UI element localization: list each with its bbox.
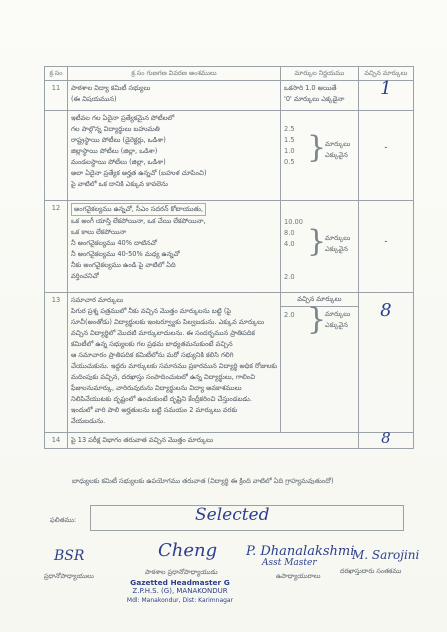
row-line: ఇటీవల గల ఏదైనా ప్రత్యేకమైన పోటీలలో	[70, 114, 175, 122]
result-label: ఫలితము:	[50, 516, 77, 524]
row-line: నీ అంగవైకల్యము 40% దాటినచో	[70, 239, 157, 247]
header-criteria: క్ర.సం గుణగణ వివరణ అంశములు	[67, 67, 280, 81]
row-line: రాష్ట్రస్థాయి పోటీలు (డైరెక్టర్లు, ఒడిశా)	[70, 136, 166, 144]
row-line: నిలిపివేయుటకు దృష్టంలో ఉంచుకుంటే దృష్టిని కేంద్రీకరించి చేస్తుండబడు.	[70, 395, 252, 403]
row-line: వేయబడును.	[70, 417, 106, 425]
row-description	[67, 293, 280, 433]
row-line: పిగుర ప్రశ్న పత్రములో నీకు వచ్చిన మొత్తం మార్కులను బట్టి (పై	[70, 307, 232, 315]
signature-4-caption: దరఖాస్తుదారు సంతకము	[340, 567, 402, 575]
scale-value: 2.0	[284, 273, 295, 281]
header-awarded: వచ్చిన మార్కులు	[358, 67, 413, 81]
signature-4: M. Sarojini	[352, 548, 420, 562]
scale-value	[284, 261, 355, 272]
row-line: పై వాటిలో ఒక దానికి ఎక్కువ కావలెను	[70, 180, 168, 188]
row-description	[67, 201, 280, 293]
row-line: వచ్చిన విద్యార్థిలో మొదటి మార్కులాదులను. ఈ సందర్భమున ప్రాతిపదిక	[70, 329, 255, 337]
brace-label-line: ఎక్కువైన	[325, 321, 348, 329]
table-row	[45, 111, 414, 201]
scale-value: 2.0	[284, 311, 295, 319]
signature-2-caption: పాఠశాల ప్రధానోపాధ్యాయుడు	[145, 568, 218, 576]
row-line: మదింపుకు వచ్చిన, దరఖాస్తు సంపాదించుటలో ఉన్న విద్యార్థులు, గాలించి	[70, 373, 256, 381]
row-sno: 12	[45, 201, 68, 293]
row-criteria	[281, 293, 359, 433]
brace-label	[325, 139, 350, 161]
brace-label-line: మార్కులు	[325, 234, 351, 242]
signature-3-caption: ఉపాధ్యాయురాలు	[276, 572, 321, 580]
brace-label-line: మార్కులు	[325, 310, 351, 318]
evaluation-table	[44, 66, 414, 449]
table-header-row	[45, 67, 414, 81]
stamp-line: Gazetted Headmaster G	[130, 578, 230, 587]
brace-label	[325, 233, 350, 255]
row-line: నీ అంగవైకల్యము 40-50% మధ్య ఉన్నచో	[70, 250, 180, 258]
brace-label-line: మార్కులు	[325, 140, 351, 148]
scale-value: 1.0	[284, 147, 295, 155]
awarded-marks: 1	[358, 81, 413, 111]
brace-icon: }	[307, 130, 327, 165]
row-sno: 11	[45, 81, 68, 111]
signature-1: BSR	[54, 548, 85, 564]
awarded-marks: -	[358, 201, 413, 293]
result-value: Selected	[195, 505, 270, 525]
row-criteria	[281, 111, 359, 201]
row-line: ఫీజులనుమార్కు, వారిరువురును విద్యార్థులను విద్యా అవకాశములు	[70, 384, 242, 392]
scale-value: 2.5	[284, 125, 295, 133]
row-line: ఇందులో వారి పాలి అర్హతులను బట్టి సమయం 2 మార్కులు వరకు	[70, 406, 238, 414]
row-description	[67, 81, 280, 111]
row-line: జిల్లాస్థాయి పోటీలు (జిల్లా, ఒడిశా)	[70, 147, 158, 155]
row-line: మండలస్థాయి పోటీలు (జిల్లా, ఒడిశా)	[70, 158, 166, 166]
signature-2: Cheng	[158, 540, 218, 561]
row-line: అలా ఏదైనా ప్రత్యేక అర్హత ఉన్నచో (బహుళ చూపించి)	[70, 169, 207, 177]
headmaster-stamp	[120, 578, 240, 605]
row-criteria	[281, 201, 359, 293]
criteria-line: '0' మార్కులు ఎక్కడైనా	[284, 95, 345, 103]
table-row	[45, 293, 414, 433]
header-sno: క్ర.సం	[45, 67, 68, 81]
scale-value: 8.0	[284, 229, 295, 237]
brace-icon: }	[307, 302, 327, 337]
row-description	[67, 433, 358, 449]
row-description	[67, 111, 280, 201]
row-line: పై 13 పరీక్ష విభాగం తరువాత వచ్చిన మొత్తం మార్కులు	[70, 436, 214, 444]
table-row	[45, 81, 414, 111]
signature-3: P. Dhanalakshmi	[246, 544, 355, 559]
signature-3-sub: Asst Master	[262, 558, 317, 568]
row-line: ఆ సమాచారం ప్రాతిపదిక కమిటీలోను మరో సభ్యునికి కలిసి గలిగి	[70, 351, 234, 359]
criteria-subheader: వచ్చిన మార్కులు	[281, 293, 358, 307]
row-line: (ఈ విషయమున)	[70, 95, 117, 103]
awarded-marks: 8	[358, 293, 413, 433]
scale-value: 0.5	[284, 158, 295, 166]
stamp-line: Mdl: Manakondur, Dist: Karimnagar	[126, 597, 234, 604]
row-line	[71, 203, 277, 216]
stamp-line: Z.P.H.S. (G), MANAKONDUR	[132, 587, 228, 595]
row-line: పాఠశాల విద్యా కమిటీ సభ్యులు	[70, 84, 151, 92]
footnote: బాధ్యులకు కమిటీ సభ్యులకు ఉపయోగము తరువాత (విద్యార్థి ఈ క్రింది వాటిలో ఏది గ్రాహ్యమవుతుందో)	[72, 477, 334, 485]
row-sno: 13	[45, 293, 68, 433]
signature-1-caption: ప్రధానోపాధ్యాయులు	[44, 572, 94, 580]
row-sno: 14	[45, 433, 68, 449]
row-line: కమిటీలో ఉన్న సభ్యులకు గల ప్రథమ బాధ్యతమనుకుంటే వచ్చిన	[70, 340, 233, 348]
boxed-line: అంగవైకల్యము ఉన్నచో, సీఎం సదరన్ కోటాయుతు,	[71, 203, 206, 216]
scale-value: 10.00	[284, 218, 303, 226]
row-line: వర్తించనిచో	[70, 272, 99, 280]
brace-label-line: ఎక్కువైన	[325, 245, 348, 253]
table-row	[45, 433, 414, 449]
row-line: ఒక అంగీ యాస్తి లేకపోయినా, ఒక చేయి లేకపోయినా,	[70, 217, 206, 225]
row-sno	[45, 111, 68, 201]
row-line: సూచీ(అంతోడు) విద్యార్థులకు ఇంటర్వ్యూకు పిల్వబడును. ఎక్కువ మార్కులు	[70, 318, 265, 326]
row-line: నీకు అంగవైకల్యము ఉండి పై వాటిలో ఏది	[70, 261, 176, 269]
row-line: చేయుచుకును. ఇద్దరు మార్కులకు సమానము ప్రకారమున విద్యార్థి అధిక రోజులకు	[70, 362, 278, 370]
row-line: ఒక కాలు లేకపోయినా	[70, 228, 127, 236]
criteria-line: ఒకసారి 1.0 అయితే	[284, 84, 337, 92]
brace-icon: }	[307, 224, 327, 259]
table-row	[45, 201, 414, 293]
row-criteria	[281, 81, 359, 111]
awarded-marks: 8	[358, 433, 413, 449]
brace-label-line: ఎక్కువైన	[325, 151, 348, 159]
header-marks-rule: మార్కుల నిర్ణయము	[281, 67, 359, 81]
scale-value: 1.5	[284, 136, 295, 144]
awarded-marks: -	[358, 111, 413, 201]
row-line: గల పాల్గొన్న విద్యార్థులు బహుమతి	[70, 125, 160, 133]
row-line: సమాచార మార్కులు	[70, 296, 124, 304]
brace-label	[325, 309, 350, 331]
scale-value: 4.0	[284, 240, 295, 248]
